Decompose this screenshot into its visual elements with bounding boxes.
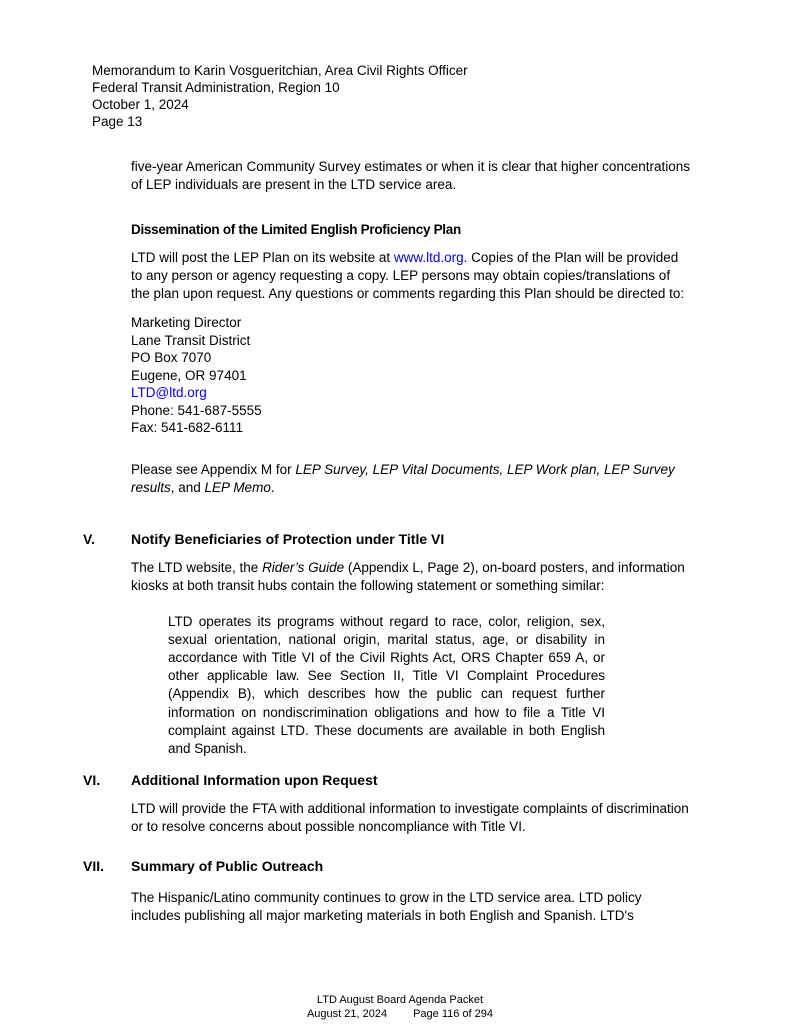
appendix-note-italic-memo: LEP Memo [204,479,271,495]
section-v-paragraph-pre: The LTD website, the [131,559,263,575]
contact-po-box: PO Box 7070 [131,350,212,365]
footer-date: August 21, 2024 [306,1007,388,1020]
appendix-note-italic-docs: LEP Survey, LEP Vital Documents, LEP Work plan, LEP Survey results [131,461,675,495]
ltd-email-link[interactable]: LTD@ltd.org [131,385,207,400]
ltd-website-link[interactable]: www.ltd.org [393,250,464,265]
contact-city: Eugene, OR 97401 [131,367,247,383]
section-vi-numeral: VI. [83,772,101,789]
memo-header-recipient: Memorandum to Karin Vosgueritchian, Area Civil Rights Officer [92,63,468,78]
appendix-note-text: Please see Appendix M for [131,461,296,477]
section-v-title: Notify Beneficiaries of Protection under Title VI [131,530,445,547]
section-vii-numeral: VII. [83,858,105,875]
dissemination-heading: Dissemination of the Limited English Proficiency Plan [131,222,461,237]
memo-header-date: October 1, 2024 [92,97,189,112]
intro-paragraph: five-year American Community Survey estimates or when it is clear that higher concentrations of LEP individuals are present in the LTD service area. [131,159,690,192]
memo-header-agency: Federal Transit Administration, Region 10 [92,80,340,95]
footer-packet-title: LTD August Board Agenda Packet [316,994,484,1006]
appendix-note-paragraph [131,461,691,497]
footer-page-count: Page 116 of 294 [413,1007,494,1020]
section-vii-heading [83,857,800,875]
memo-header [92,0,800,130]
lep-plan-paragraph [131,249,691,303]
contact-phone: Phone: 541-687-5555 [131,402,262,418]
lep-plan-paragraph-pre: LTD will post the LEP Plan on its website at [131,250,394,265]
appendix-note-and: , and [170,479,205,495]
memo-header-page-number: Page 13 [92,114,143,129]
contact-org: Lane Transit District [131,332,251,348]
contact-block [131,314,691,437]
section-vi-heading [83,771,800,789]
riders-guide-italic: Rider’s Guide [262,559,345,575]
section-vii-title: Summary of Public Outreach [131,858,324,875]
lep-plan-paragraph-post: . Copies of the Plan will be provided to any person or agency requesting a copy. LEP persons may obtain copies/translations of the plan upon request. Any questions or comments regarding this Plan should be directed to: [131,250,685,301]
contact-fax: Fax: 541-682-6111 [131,420,244,435]
section-vii-paragraph: The Hispanic/Latino community continues to grow in the LTD service area. LTD policy includes publishing all major marketing materials in both English and Spanish. LTD's [131,890,642,924]
section-v-heading [83,530,800,548]
section-v-numeral: V. [83,530,95,547]
title-vi-statement-quote: LTD operates its programs without regard to race, color, religion, sex, sexual orientation, national origin, marital status, age, or disability in accordance with Title VI of the Civil Rights Act, ORS Chapter 659 A, or other applicable law. See Section II, Title VI Complaint Procedures (Appendix B), which describes how the public can request further information on nondiscrimination obligations and how to file a Title VI complaint against LTD. These documents are available in both English and Spanish. [168,613,605,756]
section-vi-title: Additional Information upon Request [131,772,378,789]
page-footer [0,994,800,1021]
section-v-paragraph-post: (Appendix L, Page 2), on-board posters, and information kiosks at both transit hubs contain the following statement or something similar: [131,559,685,593]
appendix-note-period: . [270,479,275,495]
section-vi-paragraph: LTD will provide the FTA with additional information to investigate complaints of discrimination or to resolve concerns about possible noncompliance with Title VI. [131,801,689,835]
contact-title: Marketing Director [131,315,242,330]
footer-date-page-line [0,1008,800,1022]
section-v-paragraph [131,559,691,595]
